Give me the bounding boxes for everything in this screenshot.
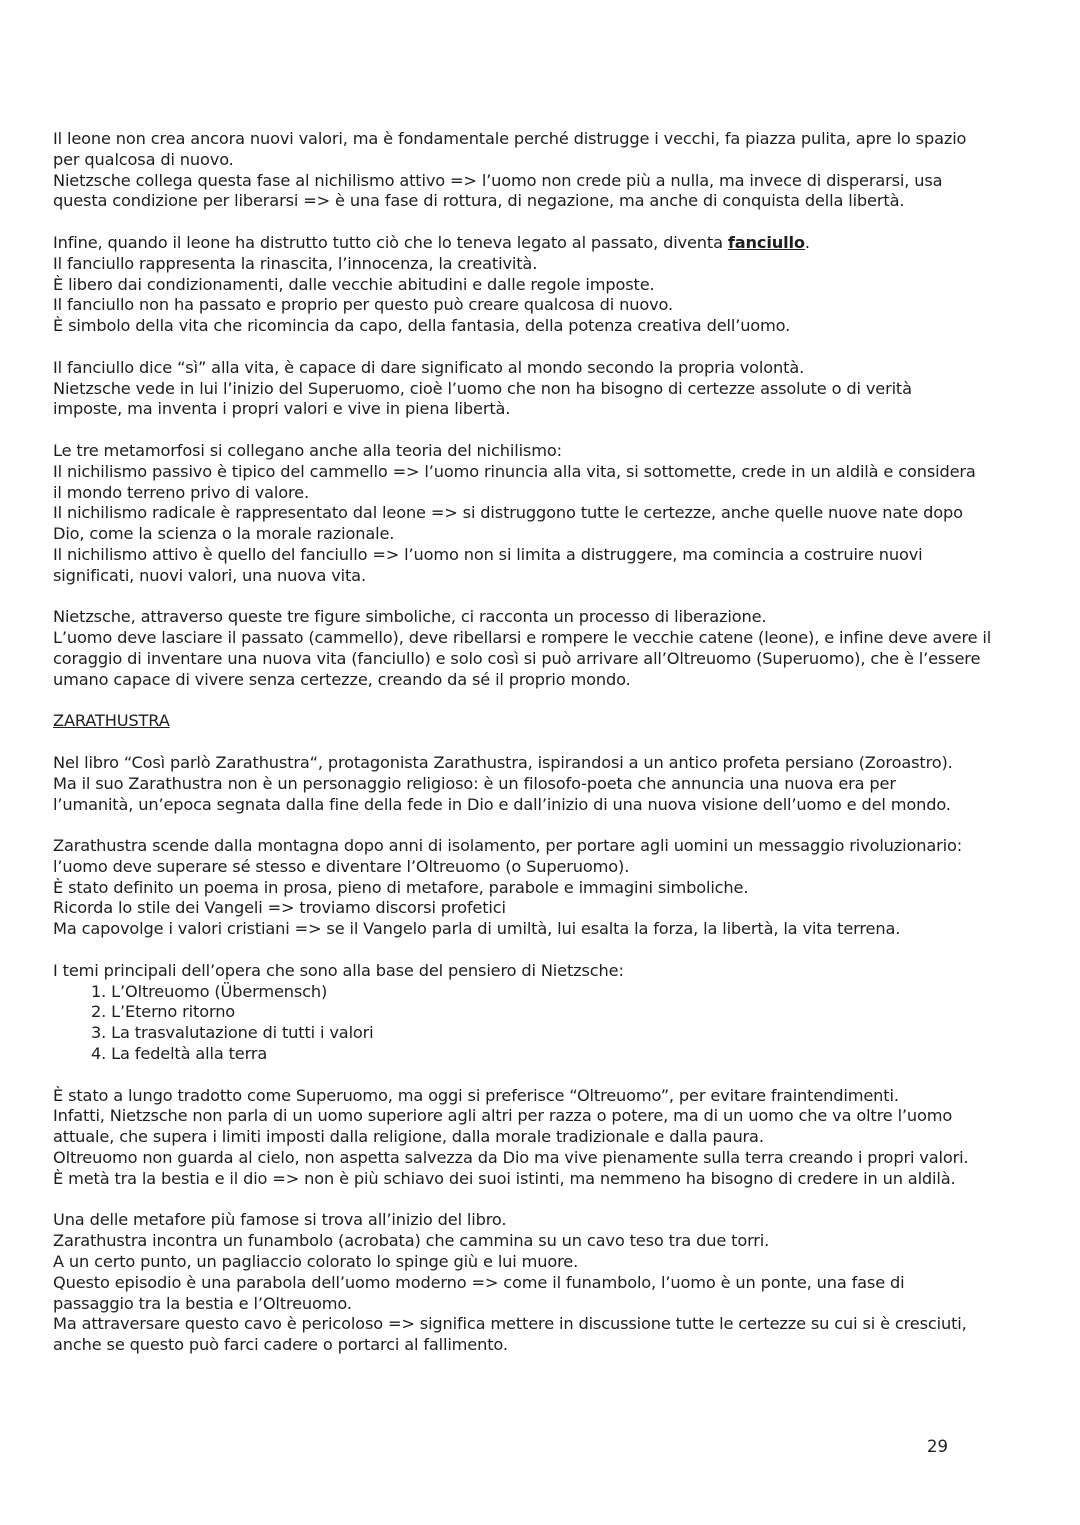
document-body <box>53 129 1043 1356</box>
text-line: È simbolo della vita che ricomincia da capo, della fantasia, della potenza creativa dell’uomo. <box>53 316 791 336</box>
text-line: È libero dai condizionamenti, dalle vecchie abitudini e dalle regole imposte. <box>53 274 655 294</box>
page-number: 29 <box>927 1437 948 1456</box>
text-line: significati, nuovi valori, una nuova vita. <box>53 565 366 585</box>
text-line: Il fanciullo non ha passato e proprio per questo può creare qualcosa di nuovo. <box>53 295 673 315</box>
paragraph-funambolo <box>53 1210 1043 1356</box>
section-heading: ZARATHUSTRA <box>53 711 170 731</box>
text-line: Zarathustra scende dalla montagna dopo anni di isolamento, per portare agli uomini un messaggio rivoluzionario: <box>53 836 963 856</box>
text-line: imposte, ma inventa i propri valori e vive in piena libertà. <box>53 399 511 419</box>
text-line: L’uomo deve lasciare il passato (cammello), deve ribellarsi e rompere le vecchie catene (leone), e infine deve avere il <box>53 628 992 648</box>
text-line: Dio, come la scienza o la morale razionale. <box>53 524 395 544</box>
text-line: Il leone non crea ancora nuovi valori, ma è fondamentale perché distrugge i vecchi, fa piazza pulita, apre lo spazio <box>53 129 967 148</box>
text-line: Il nichilismo attivo è quello del fanciullo => l’uomo non si limita a distruggere, ma comincia a costruire nuovi <box>53 544 923 564</box>
paragraph-libro <box>53 753 1043 815</box>
text-line: A un certo punto, un pagliaccio colorato lo spinge giù e lui muore. <box>53 1252 579 1272</box>
text-span: . <box>804 232 810 252</box>
paragraph-leone <box>53 129 1043 212</box>
text-line: Questo episodio è una parabola dell’uomo moderno => come il funambolo, l’uomo è un ponte, una fase di <box>53 1272 905 1292</box>
text-line: passaggio tra la bestia e l’Oltreuomo. <box>53 1293 352 1313</box>
text-line: attuale, che supera i limiti imposti dalla religione, dalla morale tradizionale e dalla paura. <box>53 1127 764 1147</box>
paragraph-oltreuomo <box>53 1086 1043 1190</box>
text-line: Ricorda lo stile dei Vangeli => troviamo discorsi profetici <box>53 898 506 918</box>
text-line: I temi principali dell’opera che sono alla base del pensiero di Nietzsche: <box>53 960 624 980</box>
fanciullo-term: fanciullo <box>727 232 805 252</box>
text-line: Una delle metafore più famose si trova all’inizio del libro. <box>53 1210 507 1230</box>
text-span: Infine, quando il leone ha distrutto tutto ciò che lo teneva legato al passato, diventa <box>53 232 728 252</box>
text-line: Nietzsche, attraverso queste tre figure simboliche, ci racconta un processo di liberazione. <box>53 607 767 627</box>
text-line: Nel libro “Così parlò Zarathustra“, protagonista Zarathustra, ispirandosi a un antico profeta persiano (Zoroastro). <box>53 752 953 772</box>
text-line <box>53 233 1043 254</box>
list-item: 1. L’Oltreuomo (Übermensch) <box>91 981 328 1001</box>
text-line: Infatti, Nietzsche non parla di un uomo superiore agli altri per razza o potere, ma di un uomo che va oltre l’uomo <box>53 1106 953 1126</box>
text-line: È stato definito un poema in prosa, pieno di metafore, parabole e immagini simboliche. <box>53 877 749 897</box>
text-line: Il nichilismo passivo è tipico del cammello => l’uomo rinuncia alla vita, si sottomette, crede in un aldilà e considera <box>53 461 976 481</box>
list-item: 4. La fedeltà alla terra <box>91 1044 268 1064</box>
text-line: Oltreuomo non guarda al cielo, non aspetta salvezza da Dio ma vive pienamente sulla terra creando i propri valori. <box>53 1148 969 1168</box>
paragraph-si-alla-vita <box>53 358 1043 420</box>
text-line: Zarathustra incontra un funambolo (acrobata) che cammina su un cavo teso tra due torri. <box>53 1231 770 1251</box>
text-line: questa condizione per liberarsi => è una fase di rottura, di negazione, ma anche di conquista della libertà. <box>53 191 905 211</box>
list-item: 2. L’Eterno ritorno <box>91 1002 236 1022</box>
text-line: Il fanciullo dice “sì” alla vita, è capace di dare significato al mondo secondo la propria volontà. <box>53 357 805 377</box>
text-line: Ma attraversare questo cavo è pericoloso => significa mettere in discussione tutte le certezze su cui si è cresciuti, <box>53 1314 967 1334</box>
paragraph-temi <box>53 961 1043 1065</box>
text-line: Ma capovolge i valori cristiani => se il Vangelo parla di umiltà, lui esalta la forza, la libertà, la vita terrena. <box>53 919 901 939</box>
themes-list <box>53 982 1043 1065</box>
text-line: Le tre metamorfosi si collegano anche alla teoria del nichilismo: <box>53 440 562 460</box>
text-line: l’umanità, un’epoca segnata dalla fine della fede in Dio e dall’inizio di una nuova visione dell’uomo e del mondo. <box>53 794 951 814</box>
text-line: il mondo terreno privo di valore. <box>53 482 309 502</box>
paragraph-nichilismo <box>53 441 1043 587</box>
text-line: Il nichilismo radicale è rappresentato dal leone => si distruggono tutte le certezze, anche quelle nuove nate dopo <box>53 503 963 523</box>
text-line: umano capace di vivere senza certezze, creando da sé il proprio mondo. <box>53 669 631 689</box>
text-line: È stato a lungo tradotto come Superuomo, ma oggi si preferisce “Oltreuomo”, per evitare fraintendimenti. <box>53 1085 899 1105</box>
text-line: È metà tra la bestia e il dio => non è più schiavo dei suoi istinti, ma nemmeno ha bisogno di credere in un aldilà. <box>53 1168 956 1188</box>
text-line: Il fanciullo rappresenta la rinascita, l’innocenza, la creatività. <box>53 253 538 273</box>
text-line: coraggio di inventare una nuova vita (fanciullo) e solo così si può arrivare all’Oltreuomo (Superuomo), che è l’essere <box>53 648 981 668</box>
paragraph-montagna <box>53 836 1043 940</box>
text-line: per qualcosa di nuovo. <box>53 149 234 169</box>
text-line: anche se questo può farci cadere o portarci al fallimento. <box>53 1335 508 1355</box>
text-line: Ma il suo Zarathustra non è un personaggio religioso: è un filosofo-poeta che annuncia una nuova era per <box>53 773 896 793</box>
text-line: Nietzsche collega questa fase al nichilismo attivo => l’uomo non crede più a nulla, ma invece di disperarsi, usa <box>53 170 943 190</box>
paragraph-fanciullo <box>53 233 1043 337</box>
list-item: 3. La trasvalutazione di tutti i valori <box>91 1023 374 1043</box>
text-line: Nietzsche vede in lui l’inizio del Superuomo, cioè l’uomo che non ha bisogno di certezze assolute o di verità <box>53 378 912 398</box>
paragraph-liberazione <box>53 607 1043 690</box>
text-line: l’uomo deve superare sé stesso e diventare l’Oltreuomo (o Superuomo). <box>53 856 630 876</box>
